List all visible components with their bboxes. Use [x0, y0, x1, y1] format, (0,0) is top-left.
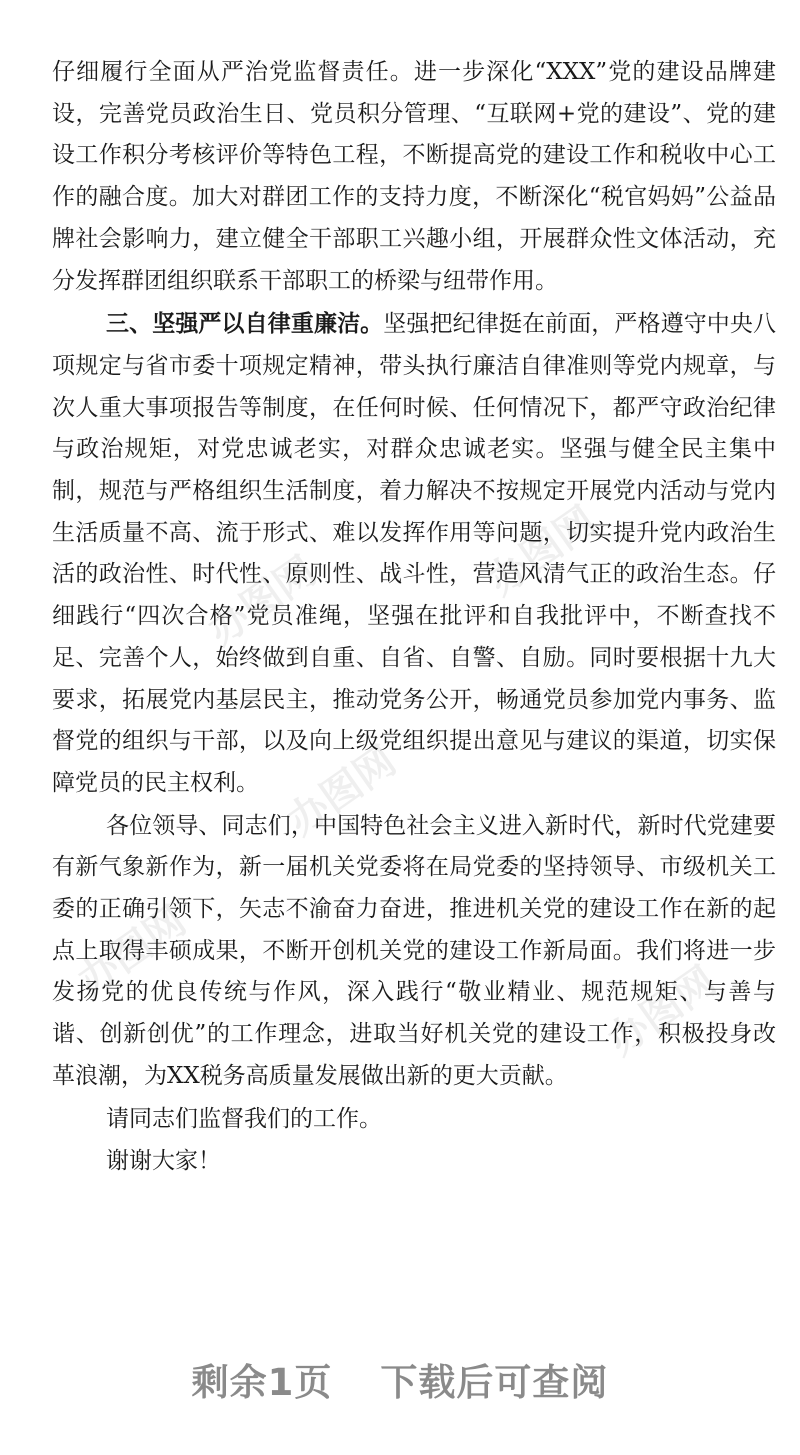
watermark: 办图网 — [69, 898, 195, 1005]
paragraph-party-building: 仔细履行全面从严治党监督责任。进一步深化“XXX”党的建设品牌建设，完善党员政治生日、党员积分管理、“互联网+党的建设”、党的建设工作积分考核评价等特色工程，不断提高党的建设工作和税收中心工作的融合度。加大对群团工作的支持力度，不断深化“税官妈妈”公益品牌社会影响力，建立健全干部职工兴趣小组，开展群众性文体活动，充分发挥群团组织联系干部职工的桥梁与纽带作用。 — [52, 59, 776, 294]
document-body — [52, 52, 776, 1183]
paragraph-self-discipline — [52, 303, 776, 804]
download-to-view-label: 下载后可查阅 — [380, 1361, 609, 1404]
watermark: 办图网 — [279, 738, 405, 845]
paragraph-text: 坚强把纪律挺在前面，严格遵守中央八项规定与省市委十项规定精神，带头执行廉洁自律准则等党内规章，与次人重大事项报告等制度，在任何时候、任何情况下，都严守政治纪律与政治规矩，对党忠诚老实，对群众忠诚老实。坚强与健全民主集中制，规范与严格组织生活制度，着力解决不按规定开展党内活动与党内生活质量不高、流于形式、难以发挥作用等问题，切实提升党内政治生活的政治性、时代性、原则性、战斗性，营造风清气正的政治生态。仔细践行“四次合格”党员准绳，坚强在批评和自我批评中，不断查找不足、完善个人，始终做到自重、自省、自警、自励。同时要根据十九大要求，拓展党内基层民主，推动党务公开，畅通党员参加党内事务、监督党的组织与干部，以及向上级党组织提出意见与建议的渠道，切实保障党员的民主权利。 — [52, 311, 777, 796]
paragraph-request-supervision: 请同志们监督我们的工作。 — [106, 1105, 382, 1132]
paragraph-closing: 各位领导、同志们，中国特色社会主义进入新时代，新时代党建要有新气象新作为，新一届机关党委将在局党委的坚持领导、市级机关工委的正确引领下，矢志不渝奋力奋进，推进机关党的建设工作在新的起点上取得丰硕成果，不断开创机关党的建设工作新局面。我们将进一步发扬党的优良传统与作风，深入践行“敬业精业、规范规矩、与善与谐、创新创优”的工作理念，进取当好机关党的建设工作，积极投身改革浪潮，为XX税务高质量发展做出新的更大贡献。 — [52, 812, 776, 1089]
download-prompt-button[interactable] — [0, 1352, 800, 1412]
watermark: 办图网 — [199, 548, 325, 655]
paragraph-thanks: 谢谢大家！ — [106, 1148, 221, 1175]
watermark: 办图网 — [479, 498, 605, 605]
watermark: 办图网 — [599, 958, 725, 1065]
section-heading: 三、坚强严以自律重廉洁。 — [106, 310, 384, 338]
remaining-pages-label: 剩余1页 — [191, 1361, 333, 1404]
